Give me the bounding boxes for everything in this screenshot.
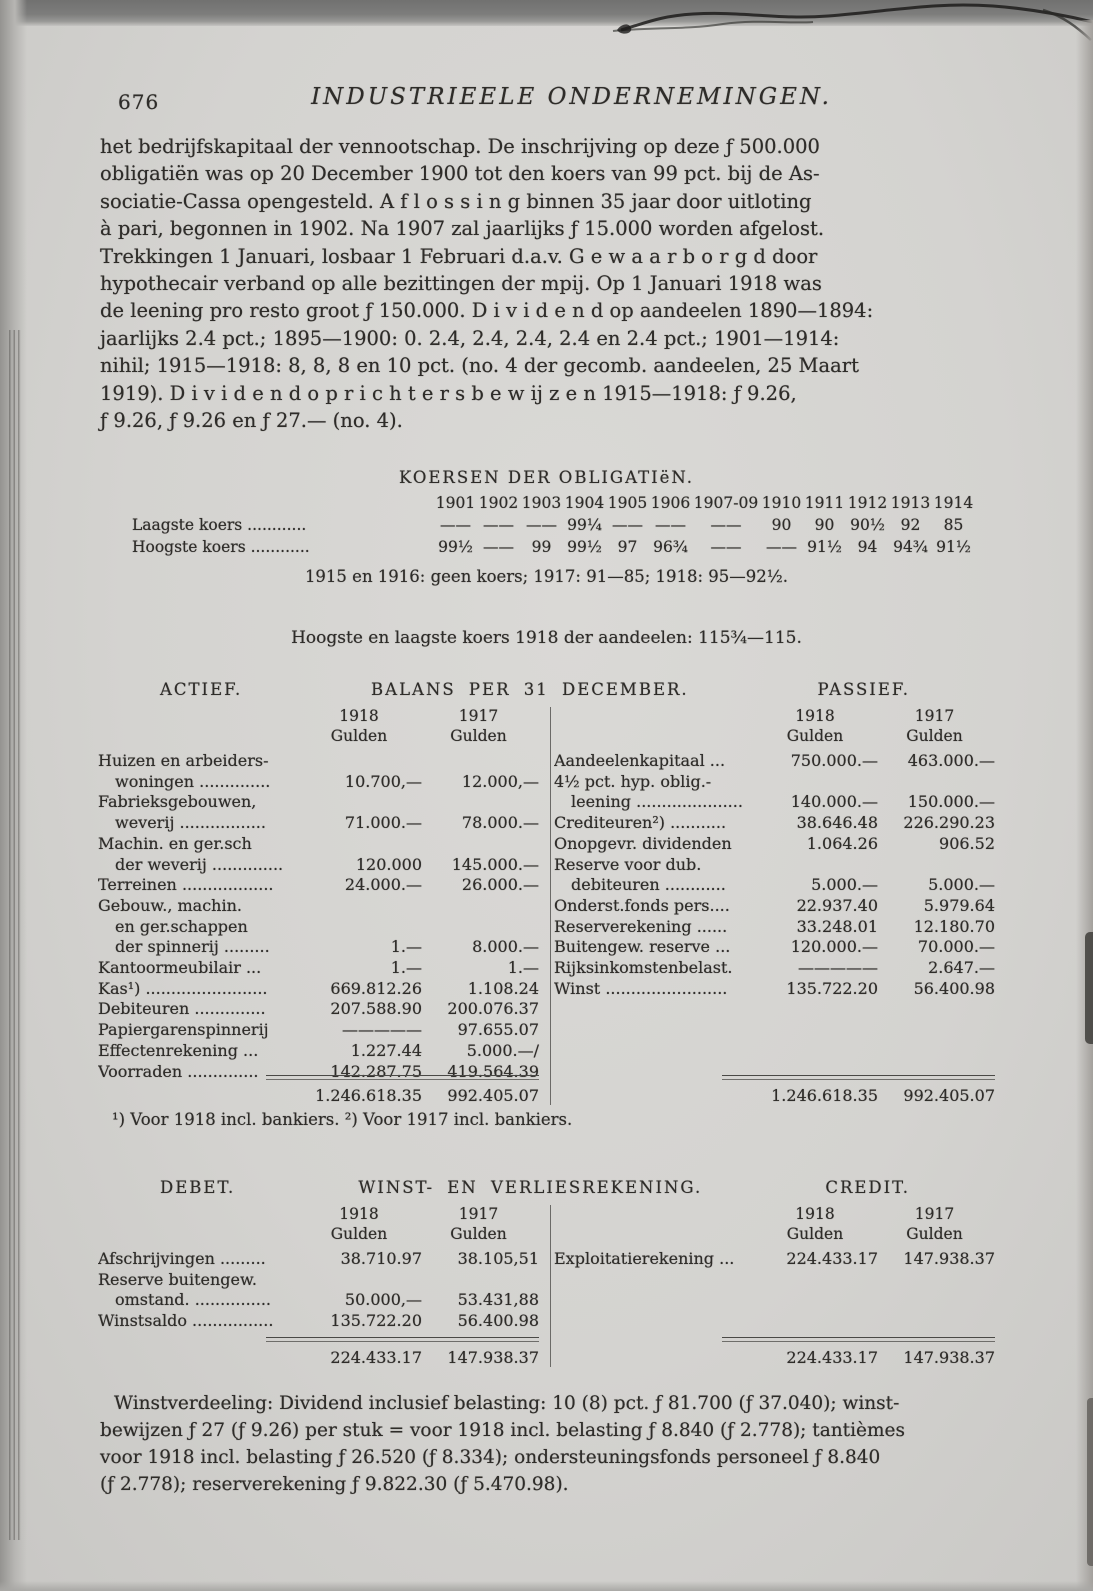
cell-v1917: 38.105,51 bbox=[457, 1249, 539, 1268]
total-rule bbox=[266, 1337, 539, 1342]
cell-label bbox=[112, 492, 434, 514]
currency-label: Gulden bbox=[786, 1224, 844, 1243]
total-rule bbox=[266, 1075, 539, 1080]
cell-label: Winst ........................ bbox=[554, 978, 728, 998]
balans-actief-title: ACTIEF. bbox=[160, 680, 243, 699]
cell-v8: 1911 bbox=[804, 494, 845, 512]
total-1917: 992.405.07 bbox=[447, 1086, 539, 1105]
cell-label: der spinnerij ......... bbox=[115, 937, 270, 957]
cell-label: Exploitatierekening ... bbox=[554, 1249, 735, 1268]
cell-v11: 91½ bbox=[936, 538, 971, 556]
year-label: 1918 bbox=[339, 1205, 379, 1223]
cell-v1917: 150.000.— bbox=[907, 792, 995, 812]
actief-table bbox=[98, 751, 539, 1082]
actief-totals bbox=[98, 1075, 539, 1105]
cell-v1917: 8.000.— bbox=[472, 937, 539, 957]
wv-title: WINST- EN VERLIESREKENING. bbox=[358, 1178, 703, 1197]
cell-v1917 bbox=[878, 855, 995, 876]
total-1918: 224.433.17 bbox=[330, 1348, 422, 1367]
cell-v1918 bbox=[300, 751, 422, 772]
year-column-1918 bbox=[298, 707, 420, 746]
koersen-table bbox=[112, 492, 995, 558]
wv-credit-title: CREDIT. bbox=[825, 1178, 910, 1197]
table-row bbox=[98, 813, 539, 834]
table-row bbox=[554, 896, 995, 917]
cell-v4: 97 bbox=[617, 538, 638, 556]
passief-totals bbox=[554, 1075, 995, 1105]
total-1918: 1.246.618.35 bbox=[771, 1086, 878, 1105]
cell-v1917: 70.000.— bbox=[917, 937, 995, 957]
cell-v7: 90 bbox=[771, 516, 792, 534]
cell-v2: 99 bbox=[531, 538, 552, 556]
cell-v1917 bbox=[422, 917, 539, 938]
cell-v1918: 140.000.— bbox=[790, 792, 878, 812]
currency-label: Gulden bbox=[330, 726, 388, 745]
cell-label: Huizen en arbeiders- bbox=[98, 751, 269, 770]
total-1918: 1.246.618.35 bbox=[315, 1086, 422, 1105]
cell-v1918: 24.000.— bbox=[344, 875, 422, 895]
table-row bbox=[98, 896, 539, 917]
balans-header bbox=[98, 680, 995, 699]
year-header-spacer bbox=[554, 1205, 754, 1244]
cell-label: Reserve voor dub. bbox=[554, 854, 702, 874]
cell-label: leening ..................... bbox=[571, 792, 743, 812]
table-row bbox=[98, 1020, 539, 1041]
passief-table bbox=[554, 751, 995, 999]
cell-label: Voorraden .............. bbox=[98, 1061, 259, 1081]
cell-v1918 bbox=[756, 855, 878, 876]
year-label: 1917 bbox=[458, 707, 499, 725]
balans-title: BALANS PER 31 DECEMBER. bbox=[371, 680, 689, 699]
footnote: ¹) Voor 1918 incl. bankiers. ²) Voor 1917 incl. bankiers. bbox=[112, 1110, 573, 1129]
year-header bbox=[98, 707, 539, 746]
table-row bbox=[98, 1041, 539, 1062]
cell-v1918: 33.248.01 bbox=[796, 916, 878, 936]
cell-v9: 94 bbox=[857, 538, 878, 556]
currency-label: Gulden bbox=[450, 1224, 507, 1243]
cell-label: Laagste koers ............ bbox=[132, 516, 307, 534]
wv-debet-title: DEBET. bbox=[160, 1178, 236, 1197]
cell-v1918 bbox=[300, 792, 422, 813]
currency-label: Gulden bbox=[906, 1224, 963, 1243]
cell-label: Onopgevr. dividenden bbox=[554, 833, 732, 853]
cell-v9: 90½ bbox=[850, 516, 885, 534]
text-line: nihil; 1915—1918: 8, 8, 8 en 10 pct. (no. 4 der gecomb. aandeelen, 25 Maart bbox=[100, 354, 859, 378]
scan-edge-bottom bbox=[0, 1581, 1093, 1591]
cell-v1917 bbox=[422, 792, 539, 813]
cell-v3: 1904 bbox=[564, 494, 605, 512]
cell-label: Kas¹) ........................ bbox=[98, 978, 268, 998]
table-row bbox=[98, 979, 539, 1000]
cell-v1918: 120.000.— bbox=[790, 937, 878, 957]
koersen-title: KOERSEN DER OBLIGATIëN. bbox=[398, 468, 695, 487]
winstverdeeling-paragraph bbox=[100, 1390, 1003, 1498]
cell-label: Rijksinkomstenbelast. bbox=[554, 958, 733, 978]
scan-binding-streaks bbox=[9, 330, 21, 1540]
cell-label: Papiergarenspinnerij bbox=[98, 1020, 269, 1040]
wv-debet-column bbox=[98, 1205, 539, 1367]
cell-v4: 1905 bbox=[607, 494, 648, 512]
cell-v1917: 200.076.37 bbox=[447, 999, 539, 1019]
year-column-1918 bbox=[298, 1205, 420, 1244]
year-header-spacer bbox=[98, 707, 298, 746]
cell-v1917: 5.979.64 bbox=[923, 895, 995, 915]
cell-v4: —— bbox=[612, 516, 643, 534]
table-row bbox=[98, 1311, 539, 1332]
cell-v1917: 419.564.39 bbox=[447, 1061, 539, 1081]
cell-v5: 96¾ bbox=[653, 538, 688, 556]
cell-v1917: 53.431,88 bbox=[457, 1290, 539, 1310]
total-1918: 224.433.17 bbox=[786, 1348, 878, 1367]
balans-passief-title: PASSIEF. bbox=[817, 680, 910, 699]
cell-label: Kantoormeubilair ... bbox=[98, 958, 262, 978]
cell-v1918: 1.064.26 bbox=[806, 833, 878, 853]
cell-label: Aandeelenkapitaal ... bbox=[554, 751, 726, 770]
cell-v0: 99½ bbox=[438, 538, 473, 556]
year-label: 1918 bbox=[795, 1205, 835, 1223]
wv-columns bbox=[98, 1205, 995, 1367]
debet-totals bbox=[98, 1337, 539, 1367]
year-label: 1918 bbox=[795, 707, 835, 725]
koersen-section bbox=[98, 468, 995, 586]
table-row bbox=[98, 772, 539, 793]
cell-v0: 1901 bbox=[435, 494, 476, 512]
cell-v1918: 1.227.44 bbox=[350, 1040, 422, 1060]
cell-v9: 1912 bbox=[847, 494, 888, 512]
balans-columns bbox=[98, 707, 995, 1105]
balans-actief-column bbox=[98, 707, 539, 1105]
cell-v1918: 750.000.— bbox=[790, 751, 878, 770]
table-row bbox=[112, 514, 995, 536]
cell-v1917 bbox=[422, 896, 539, 917]
table-row bbox=[112, 536, 995, 558]
cell-v11: 85 bbox=[943, 516, 964, 534]
cell-label: weverij ................. bbox=[115, 813, 266, 833]
cell-v1918 bbox=[300, 1270, 422, 1291]
cell-v8: 90 bbox=[814, 516, 835, 534]
cell-v1918 bbox=[300, 917, 422, 938]
text-line: (ƒ 2.778); reserverekening ƒ 9.822.30 (ƒ 5.470.98). bbox=[100, 1474, 569, 1495]
year-header bbox=[554, 707, 995, 746]
table-row bbox=[554, 1249, 995, 1270]
cell-v1917: 1.— bbox=[507, 958, 539, 978]
cell-label: debiteuren ............ bbox=[571, 875, 726, 895]
cell-v1918 bbox=[300, 896, 422, 917]
cell-v1917 bbox=[878, 772, 995, 793]
text-line: Trekkingen 1 Januari, losbaar 1 Februari d.a.v. G e w a a r b o r g d door bbox=[100, 244, 818, 268]
cell-v6: 1907-09 bbox=[693, 494, 759, 512]
text-line: voor 1918 incl. belasting ƒ 26.520 (ƒ 8.334); ondersteuningsfonds personeel ƒ 8.840 bbox=[100, 1447, 881, 1468]
year-column-1918 bbox=[754, 1205, 876, 1244]
table-row bbox=[98, 1249, 539, 1270]
text-line: ƒ 9.26, ƒ 9.26 en ƒ 27.— (no. 4). bbox=[100, 409, 403, 433]
year-label: 1918 bbox=[339, 707, 379, 725]
cell-label: Gebouw., machin. bbox=[98, 895, 242, 915]
total-1917: 992.405.07 bbox=[903, 1086, 995, 1105]
table-row bbox=[554, 813, 995, 834]
cell-v1918 bbox=[300, 834, 422, 855]
total-rule bbox=[722, 1075, 995, 1080]
cell-v1918: 38.710.97 bbox=[340, 1249, 422, 1268]
cell-v1917: 26.000.— bbox=[461, 875, 539, 895]
cell-v1: —— bbox=[483, 516, 514, 534]
total-rule bbox=[722, 1337, 995, 1342]
cell-label: Reserve buitengew. bbox=[98, 1269, 257, 1289]
cell-v1: 1902 bbox=[478, 494, 519, 512]
table-row bbox=[554, 958, 995, 979]
table-row bbox=[98, 792, 539, 813]
scan-artifact-right-mark bbox=[1085, 932, 1093, 1044]
scan-artifact-right-mark bbox=[1087, 1398, 1093, 1566]
cell-label: Afschrijvingen ......... bbox=[98, 1249, 266, 1268]
year-column-1917 bbox=[420, 1205, 537, 1244]
text-line: het bedrijfskapitaal der vennootschap. De inschrijving op deze ƒ 500.000 bbox=[100, 135, 820, 158]
credit-totals bbox=[554, 1337, 995, 1367]
cell-v1918: ————— bbox=[798, 958, 878, 978]
year-header-spacer bbox=[554, 707, 754, 746]
cell-v1917: 5.000.— bbox=[928, 875, 995, 895]
cell-v2: 1903 bbox=[521, 494, 562, 512]
table-row bbox=[554, 855, 995, 876]
cell-label: Buitengew. reserve ... bbox=[554, 937, 731, 957]
cell-v10: 92 bbox=[900, 516, 921, 534]
cell-v3: 99¼ bbox=[567, 516, 602, 534]
cell-v1918: 1.— bbox=[390, 937, 422, 957]
cell-v1917: 1.108.24 bbox=[467, 978, 539, 998]
scan-edge-top bbox=[0, 0, 1093, 26]
cell-v1917: 226.290.23 bbox=[903, 813, 995, 833]
table-row bbox=[112, 492, 995, 514]
column-divider bbox=[550, 707, 551, 1105]
text-line: à pari, begonnen in 1902. Na 1907 zal jaarlijks ƒ 15.000 worden afgelost. bbox=[100, 217, 825, 241]
wv-header bbox=[98, 1178, 995, 1197]
year-label: 1917 bbox=[458, 1205, 499, 1223]
text-line: bewijzen ƒ 27 (ƒ 9.26) per stuk = voor 1918 incl. belasting ƒ 8.840 (ƒ 2.778); tantièmes bbox=[100, 1420, 905, 1441]
cell-v1917: 906.52 bbox=[939, 833, 995, 853]
scan-edge-right bbox=[1076, 20, 1093, 1591]
total-row bbox=[98, 1348, 539, 1367]
year-column-1918 bbox=[754, 707, 876, 746]
cell-v5: 1906 bbox=[650, 494, 691, 512]
column-divider bbox=[550, 1205, 551, 1367]
year-label: 1917 bbox=[914, 1205, 955, 1223]
text-line: de leening pro resto groot ƒ 150.000. D i v i d e n d op aandeelen 1890—1894: bbox=[100, 299, 874, 323]
cell-v3: 99½ bbox=[567, 538, 602, 556]
table-row bbox=[554, 937, 995, 958]
cell-v10: 1913 bbox=[890, 494, 931, 512]
year-header bbox=[98, 1205, 539, 1244]
table-row bbox=[98, 751, 539, 772]
cell-label: Winstsaldo ................ bbox=[98, 1311, 274, 1331]
cell-label: Terreinen .................. bbox=[98, 875, 274, 895]
cell-v1918: 71.000.— bbox=[344, 813, 422, 833]
cell-v1918: 38.646.48 bbox=[796, 813, 878, 833]
text-line: 1919). D i v i d e n d o p r i c h t e r s b e w ij z e n 1915—1918: ƒ 9.26, bbox=[100, 381, 797, 405]
year-column-1917 bbox=[876, 707, 993, 746]
cell-label: woningen .............. bbox=[115, 771, 271, 791]
table-row bbox=[554, 792, 995, 813]
intro-paragraph bbox=[100, 133, 997, 434]
currency-label: Gulden bbox=[330, 1224, 388, 1243]
cell-v1917: 2.647.— bbox=[928, 958, 995, 978]
koersen-note: 1915 en 1916: geen koers; 1917: 91—85; 1918: 95—92½. bbox=[304, 567, 789, 586]
text-line: obligatiën was op 20 December 1900 tot den koers van 99 pct. bij de As- bbox=[100, 162, 820, 186]
cell-v6: —— bbox=[710, 516, 742, 534]
cell-v1917: 145.000.— bbox=[451, 854, 539, 874]
cell-v1918: 10.700,— bbox=[344, 771, 422, 791]
cell-v1917: 12.180.70 bbox=[913, 916, 995, 936]
cell-v5: —— bbox=[655, 516, 686, 534]
year-column-1917 bbox=[876, 1205, 993, 1244]
cell-v11: 1914 bbox=[933, 494, 974, 512]
table-row bbox=[554, 979, 995, 1000]
table-row bbox=[98, 834, 539, 855]
table-row bbox=[98, 917, 539, 938]
cell-v1918: 135.722.20 bbox=[330, 1311, 422, 1331]
cell-label: Debiteuren .............. bbox=[98, 999, 266, 1019]
cell-v1918: ————— bbox=[342, 1020, 422, 1040]
cell-label: Crediteuren²) ........... bbox=[554, 813, 727, 833]
cell-v1917: 56.400.98 bbox=[457, 1311, 539, 1331]
cell-v1: —— bbox=[483, 538, 514, 556]
cell-v1918 bbox=[756, 772, 878, 793]
currency-label: Gulden bbox=[786, 726, 844, 745]
cell-v1917: 78.000.— bbox=[461, 813, 539, 833]
cell-v1918: 669.812.26 bbox=[330, 978, 422, 998]
cell-v1917 bbox=[422, 751, 539, 772]
cell-label: Onderst.fonds pers.... bbox=[554, 895, 730, 915]
cell-label: Machin. en ger.sch bbox=[98, 833, 252, 853]
cell-v1917 bbox=[422, 1270, 539, 1291]
cell-v10: 94¾ bbox=[893, 538, 928, 556]
cell-v1917: 12.000,— bbox=[461, 771, 539, 791]
cell-v6: —— bbox=[710, 538, 742, 556]
total-row bbox=[554, 1086, 995, 1105]
cell-v1918: 5.000.— bbox=[811, 875, 878, 895]
cell-label: Reserverekening ...... bbox=[554, 916, 728, 936]
cell-v1917: 147.938.37 bbox=[903, 1249, 995, 1268]
cell-v1918: 22.937.40 bbox=[796, 895, 878, 915]
table-row bbox=[554, 917, 995, 938]
total-row bbox=[98, 1086, 539, 1105]
year-header bbox=[554, 1205, 995, 1244]
table-row bbox=[98, 855, 539, 876]
cell-label: Fabrieksgebouwen, bbox=[98, 792, 257, 812]
text-line: Winstverdeeling: Dividend inclusief belasting: 10 (8) pct. ƒ 81.700 (ƒ 37.040); winst- bbox=[114, 1393, 900, 1414]
debet-table bbox=[98, 1249, 539, 1332]
currency-label: Gulden bbox=[906, 726, 963, 745]
table-row bbox=[554, 772, 995, 793]
table-row bbox=[554, 751, 995, 772]
cell-v1918: 135.722.20 bbox=[786, 978, 878, 998]
winst-verlies-section bbox=[98, 1178, 995, 1376]
table-row bbox=[98, 1290, 539, 1311]
cell-label: en ger.schappen bbox=[115, 916, 248, 936]
cell-v7: —— bbox=[766, 538, 797, 556]
total-1917: 147.938.37 bbox=[903, 1348, 995, 1367]
balans-section bbox=[98, 680, 995, 1118]
cell-v8: 91½ bbox=[807, 538, 842, 556]
cell-v2: —— bbox=[526, 516, 557, 534]
table-row bbox=[98, 937, 539, 958]
total-1917: 147.938.37 bbox=[447, 1348, 539, 1367]
table-row bbox=[98, 1270, 539, 1291]
cell-v1918: 142.287.75 bbox=[330, 1061, 422, 1081]
table-row bbox=[554, 834, 995, 855]
table-row bbox=[98, 999, 539, 1020]
cell-v1917 bbox=[422, 834, 539, 855]
cell-label: Hoogste koers ............ bbox=[132, 538, 310, 556]
cell-v1918: 224.433.17 bbox=[786, 1249, 878, 1268]
year-column-1917 bbox=[420, 707, 537, 746]
cell-v1918: 207.588.90 bbox=[330, 999, 422, 1019]
cell-v1918: 120.000 bbox=[355, 854, 422, 874]
cell-v1917: 97.655.07 bbox=[457, 1020, 539, 1040]
credit-table bbox=[554, 1249, 995, 1270]
wv-credit-column bbox=[554, 1205, 995, 1367]
page-number: 676 bbox=[118, 90, 160, 114]
scan-artifact-swoosh bbox=[573, 0, 1093, 48]
page-header-title: INDUSTRIEELE ONDERNEMINGEN. bbox=[311, 84, 832, 110]
cell-label: Effectenrekening ... bbox=[98, 1040, 259, 1060]
year-header-spacer bbox=[98, 1205, 298, 1244]
balans-passief-column bbox=[554, 707, 995, 1105]
table-row bbox=[98, 875, 539, 896]
text-line: jaarlijks 2.4 pct.; 1895—1900: 0. 2.4, 2.4, 2.4, 2.4 en 2.4 pct.; 1901—1914: bbox=[100, 326, 840, 350]
cell-v1917: 5.000.—/ bbox=[466, 1040, 539, 1060]
cell-label: 4½ pct. hyp. oblig.- bbox=[554, 771, 712, 791]
total-row bbox=[554, 1348, 995, 1367]
table-row bbox=[554, 875, 995, 896]
aandeelen-koers-note: Hoogste en laagste koers 1918 der aandeelen: 115¾—115. bbox=[291, 628, 802, 648]
cell-v0: —— bbox=[440, 516, 471, 534]
year-label: 1917 bbox=[914, 707, 955, 725]
cell-v1918: 1.— bbox=[390, 958, 422, 978]
cell-v1918: 50.000,— bbox=[344, 1290, 422, 1310]
cell-label: der weverij .............. bbox=[115, 854, 284, 874]
cell-v1917: 463.000.— bbox=[907, 751, 995, 770]
cell-v1917: 56.400.98 bbox=[913, 978, 995, 998]
text-line: sociatie-Cassa opengesteld. A f l o s s i n g binnen 35 jaar door uitloting bbox=[100, 189, 812, 213]
cell-v7: 1910 bbox=[761, 494, 802, 512]
cell-label: omstand. ............... bbox=[115, 1290, 271, 1310]
currency-label: Gulden bbox=[450, 726, 507, 745]
text-line: hypothecair verband op alle bezittingen der mpij. Op 1 Januari 1918 was bbox=[100, 272, 822, 296]
table-row bbox=[98, 958, 539, 979]
